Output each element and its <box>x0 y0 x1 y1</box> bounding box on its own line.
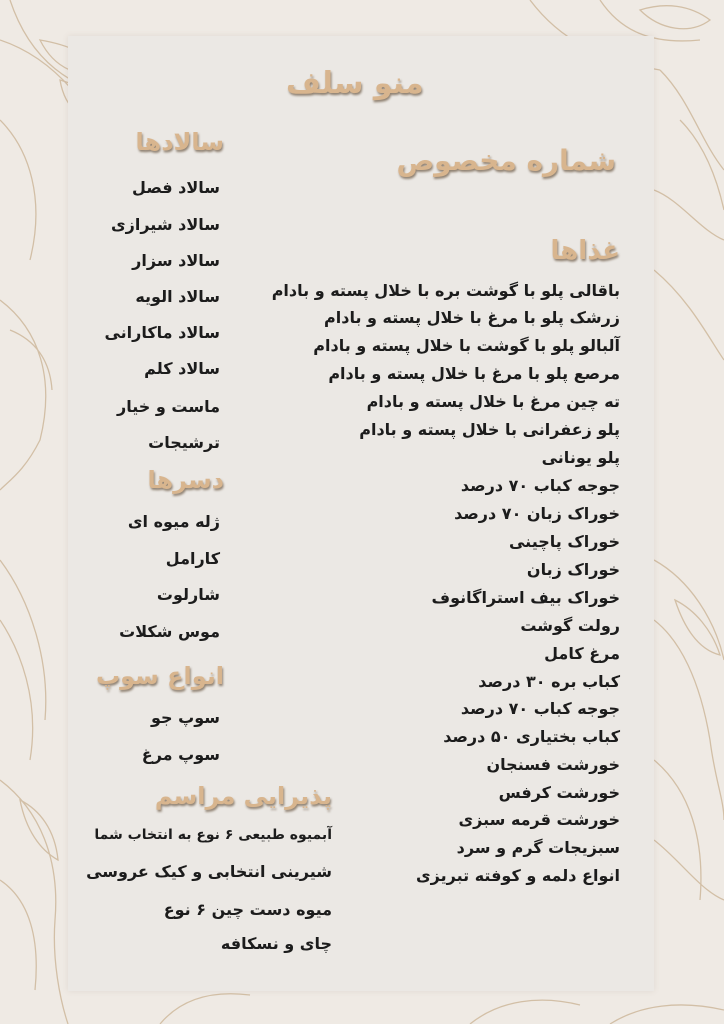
reception-heading: پذیرایی مراسم <box>154 782 332 810</box>
food-item: خورشت کرفس <box>498 783 620 802</box>
salad-item: ترشیجات <box>148 433 220 452</box>
soup-item: سوپ مرغ <box>141 745 220 764</box>
reception-item: میوه دست چین ۶ نوع <box>163 900 332 919</box>
food-item: کباب بره ۳۰ درصد <box>478 672 620 691</box>
food-item: ته چین مرغ با خلال پسته و بادام <box>366 392 620 411</box>
food-item: مرغ کامل <box>544 644 620 663</box>
salad-item: سالاد الویه <box>135 287 220 306</box>
soup-item: سوپ جو <box>151 708 220 727</box>
dessert-item: ژله میوه ای <box>127 512 220 531</box>
food-item: زرشک پلو با مرغ با خلال پسته و بادام <box>324 308 620 327</box>
desserts-heading: دسرها <box>147 466 224 494</box>
reception-item: شیرینی انتخابی و کیک عروسی <box>86 862 332 881</box>
salad-item: سالاد کلم <box>144 359 220 378</box>
foods-heading: غذاها <box>550 236 620 266</box>
food-item: جوجه کباب ۷۰ درصد <box>460 476 620 495</box>
food-item: باقالی پلو با گوشت بره با خلال پسته و بادام <box>271 281 620 300</box>
salad-item: سالاد شیرازی <box>110 215 220 234</box>
food-item: کباب بختیاری ۵۰ درصد <box>443 727 620 746</box>
soups-heading: انواع سوپ <box>95 662 224 690</box>
food-item: رولت گوشت <box>520 616 620 635</box>
salad-item: سالاد فصل <box>132 178 220 197</box>
food-item: خوراک بیف استراگانوف <box>431 588 620 607</box>
dessert-item: شارلوت <box>156 585 220 604</box>
salad-item: سالاد ماکارانی <box>104 323 220 342</box>
menu-title: منو سلف <box>286 66 424 101</box>
dessert-item: موس شکلات <box>119 622 220 641</box>
menu-card <box>68 36 654 991</box>
salads-heading: سالادها <box>135 128 224 156</box>
food-item: خورشت فسنجان <box>486 755 620 774</box>
food-item: جوجه کباب ۷۰ درصد <box>460 699 620 718</box>
food-item: خوراک زبان ۷۰ درصد <box>454 504 620 523</box>
salad-item: ماست و خیار <box>117 397 220 416</box>
food-item: مرصع پلو با مرغ با خلال پسته و بادام <box>328 364 620 383</box>
reception-item: چای و نسکافه <box>220 934 332 953</box>
food-item: خوراک پاچینی <box>508 532 620 551</box>
salad-item: سالاد سزار <box>132 251 220 270</box>
reception-item: آبمیوه طبیعی ۶ نوع به انتخاب شما <box>94 827 332 843</box>
food-item: انواع دلمه و کوفته تبریزی <box>416 866 620 885</box>
special-number-heading: شماره مخصوص <box>396 144 616 177</box>
food-item: پلو یونانی <box>541 448 620 467</box>
dessert-item: کارامل <box>165 549 220 568</box>
food-item: خورشت قرمه سبزی <box>458 810 620 829</box>
food-item: خوراک زبان <box>526 560 620 579</box>
food-item: آلبالو پلو با گوشت با خلال پسته و بادام <box>313 336 620 355</box>
food-item: سبزیجات گرم و سرد <box>456 838 620 857</box>
food-item: پلو زعفرانی با خلال پسته و بادام <box>359 420 620 439</box>
